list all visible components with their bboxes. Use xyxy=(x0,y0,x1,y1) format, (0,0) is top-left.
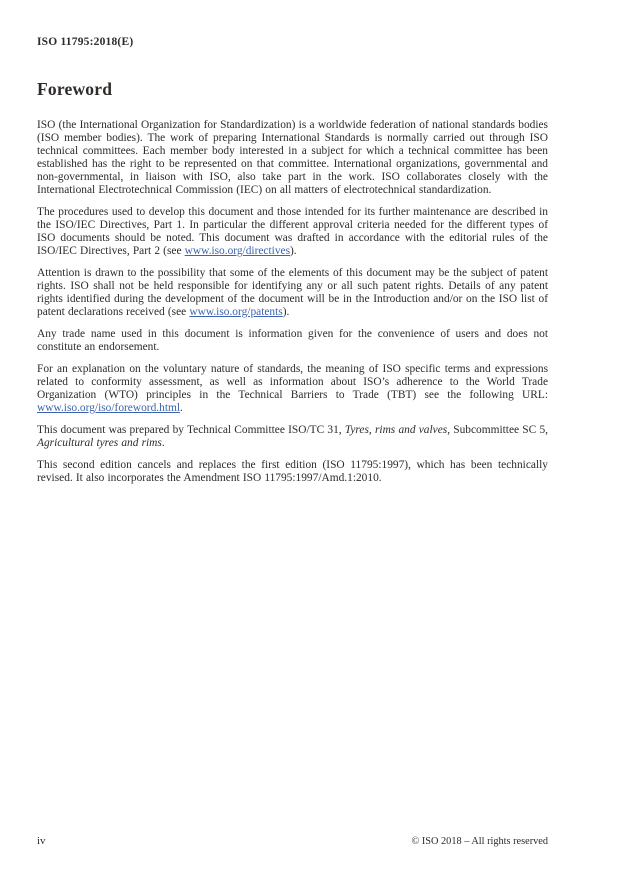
link-iso-foreword[interactable]: www.iso.org/iso/foreword.html xyxy=(37,402,181,414)
text-run: This second edition cancels and replaces the first edition (ISO 11795:1997), which has been technically revised. It also incorporates the Amendment ISO 11795:1997/Amd.1:2010. xyxy=(37,459,548,484)
link-iso-directives[interactable]: www.iso.org/directives xyxy=(184,245,291,257)
foreword-paragraphs xyxy=(37,119,548,494)
text-run: , Subcommittee SC 5, xyxy=(447,424,548,436)
link-iso-patents[interactable]: www.iso.org/patents xyxy=(189,306,283,318)
text-run: ISO (the International Organization for Standardization) is a worldwide federation of national standards bodies (ISO member bodies). The work of preparing International Standards is normally carried out through ISO technical committees. Each member body interested in a subject for which a technical committee has been established has the right to be represented on that committee. International organizations, governmental and non-governmental, in liaison with ISO, also take part in the work. ISO collaborates closely with the International Electrotechnical Commission (IEC) on all matters of electrotechnical standardization. xyxy=(37,119,548,196)
paragraph xyxy=(37,328,548,354)
text-run: ). xyxy=(282,306,290,318)
paragraph xyxy=(37,267,548,319)
paragraph xyxy=(37,363,548,415)
text-run: The procedures used to develop this document and those intended for its further maintenance are described in the ISO/IEC Directives, Part 1. In particular the different approval criteria needed for the different types of ISO documents should be noted. This document was drafted in accordance with the editorial rules of the ISO/IEC Directives, Part 2 (see xyxy=(37,206,548,257)
page-title: Foreword xyxy=(37,79,113,99)
page-footer xyxy=(37,835,548,847)
text-run: Agricultural tyres and rims xyxy=(37,437,162,449)
paragraph xyxy=(37,119,548,197)
text-run: . xyxy=(161,437,165,449)
text-run: Any trade name used in this document is information given for the convenience of users and does not constitute an endorsement. xyxy=(37,328,548,353)
text-run: Attention is drawn to the possibility that some of the elements of this document may be the subject of patent rights. ISO shall not be held responsible for identifying any or all such patent rights. Details of any patent rights identified during the development of the document will be in the Introduction and/or on the ISO list of patent declarations received (see xyxy=(37,267,548,318)
paragraph xyxy=(37,459,548,485)
copyright-notice: © ISO 2018 – All rights reserved xyxy=(411,836,548,847)
text-run: . xyxy=(180,402,183,414)
paragraph xyxy=(37,206,548,258)
text-run: Tyres, rims and valves xyxy=(344,424,448,436)
text-run: ). xyxy=(290,245,297,257)
paragraph xyxy=(37,424,548,450)
text-run: For an explanation on the voluntary nature of standards, the meaning of ISO specific terms and expressions related to conformity assessment, as well as information about ISO’s adherence to the World Trade Organization (WTO) principles in the Technical Barriers to Trade (TBT) see the following URL: xyxy=(37,363,548,401)
text-run: This document was prepared by Technical Committee ISO/TC 31, xyxy=(37,424,345,436)
page-number: iv xyxy=(37,835,46,847)
document-reference: ISO 11795:2018(E) xyxy=(37,36,134,48)
